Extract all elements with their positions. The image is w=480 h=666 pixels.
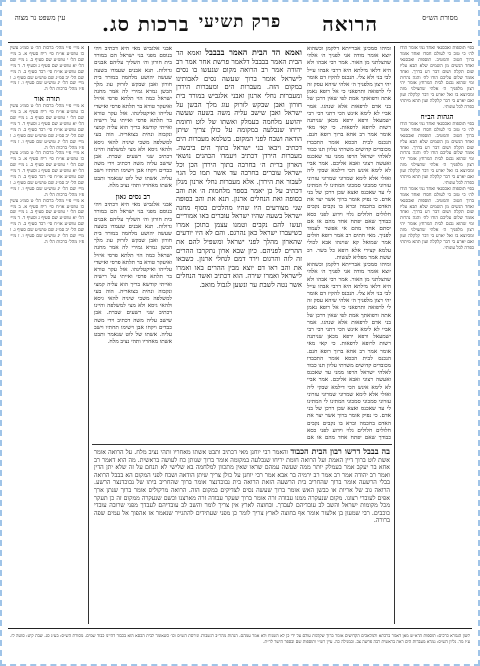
side-heading-torah-or: תורה אור	[34, 94, 60, 104]
footer-text: לשון הגמרא כרכים: תוספות הרא״ש מאן דאמר ברכתא ולמלאכים הקדושים אומר ברוך שקלמת עולם על ידי כן לא השגיח ולא אמר עמהם. הגהות מהר״ב רנשבורג וגירסת הש״ס וכו׳ כשאומר לבית הכסא הוא בכבוד דהיינו כבוד שמים. מסורת הש״ס: בע״ג סג. שבת קיט: סוטה לז. ע״ז מד. גליון הש״ס: גמרא מעברות הים ראה בראשית רבה פרשה צב. ובמגילה כה. עיין רש״י ותוספות שם ובספר הישר לר״ת.	[10, 634, 470, 645]
footer-rule	[8, 628, 472, 629]
lower-opening-words: בה בבבל דרשו רבון הבית הכבוד	[290, 448, 390, 456]
glosses-text: א מיי׳ פ״י מהל׳ ברכות הל׳ ט סמ״ג עשין כז טוש״ע או״ח סי׳ ריח סעיף א. ב מיי׳ שם הל׳ י טוש״ע שם סעיף ב. ג מיי׳ שם הל׳ יא טוש״ע שם סעיף ג וסעיף ד. ד מיי׳ שם טוש״ע או״ח סי׳ רכד סעיף ב. ה מיי׳ שם הל׳ יב סמ״ג שם טוש״ע שם סעיף ג. ו מיי׳ שם הל׳ יג טוש״ע שם סעיף ו. ז מיי׳ פ״ז מהל׳ ברכות הל׳ ה.	[10, 198, 84, 245]
lower-body: והאמר רבי יוחנן מאי דכתיב ותבט אשתו מאחריו ותהי נציב מלח. על הרואה אומר אשת לוט ברוך דיין האמת ועל הרואה חומת יריחו שנבלעה במקומה אומר ברוך שנותן כח לעושה בראשית. מה הוא דאמר רב אחא בר יעקב אמר בעמלק יותר ממה שעשה עמהם שראו שאין מתכוון למלחמה בא שלישי לא תנחם על זה שלא יתן הדין ואמר רב יהודה אמר רב אמר רב ירמיה בר אבא אמר רבי יוחנן על כולן צריך שיתן הודאה ושבח לפני המקום הא בבבל הרואה בבלי הרשעה אומר ברוך שהחריב בית הרשעה הזאת הרואה בית נבוכדנצר אומר ברוך שהחריב ביתו של נבוכדנצר הרשע. הרואה גוב של אריות או כבשן האש אומר ברוך שעשה נסים לצדיקים במקום הזה. הרואה מרקוליס אומר ברוך שנתן ארך אפים לעוברי רצונו. מקום שנעקרה ממנו עבודה זרה אומר ברוך שעקר עבודה זרה מארצנו וכשם שנעקרה ממקום זה כן תעקר מכל מקומות ישראל והשב לב עובדיהם לעבדך. ובחוצה לארץ אין צריך לומר והשב לב עובדיהם לעבדך מפני שרובה עובדי כוכבים. רבי שמעון בן אלעזר אומר אף בחוצה לארץ צריך לומר כן מפני שעתידים להתגייר שנאמר אז אהפוך אל עמים שפה ברורה.	[94, 449, 390, 525]
main-opening-words: ואמא הד הבית האמר בבבבל	[205, 48, 302, 57]
commentary-text: ומיהו סמכינן אברייתא דלקמן וכשהוא יוצא אומר מודה אני לפניך ה׳ אלהי שהצלתני מן האור. אמר רבי אבהו ולא היא דלאו מילתא היא דרבי אבהו עייל לבי בני ולא צלי. הנכנס להקיז דם אומר יהי רצון מלפניך ה׳ אלהי שיהא עסק זה לי לרפואה ותרפאני כי אל רופא נאמן אתה ורפואתך אמת לפי שאין דרכן של בני אדם לרפאות אלא שנהגו. אמר אביי לא לימא אינש הכי דתני דבי רבי ישמעאל ורפא ירפא מכאן שניתנה רשות לרופא לרפאות. כי קאי מאי אומר אמר רב אחא ברוך רופא חנם. הנכנס לבית הכסא אומר התכבדו מכובדים קדושים משרתי עליון תנו כבוד לאלהי ישראל הרפו ממני עד שאכנס ואעשה רצוני ואבא אליכם. אמר אביי לא לימא אינש הכי דילמא שבקי ליה ואזלי אלא לימא שמרוני שמרוני עזרוני עזרוני סמכוני סמכוני המתינו לי המתינו לי עד שאכנס ואצא שכן דרכן של בני אדם. כי נפיק אומר ברוך אשר יצר את האדם בחכמה וברא בו נקבים נקבים חלולים חלולים גלוי וידוע לפני כסא כבודך שאם יפתח אחד מהם או אם	[307, 262, 391, 441]
far-right-glosses	[400, 46, 474, 624]
glosses-text: א מיי׳ פ״י מהל׳ ברכות הל׳ ט סמ״ג עשין כז טוש״ע או״ח סי׳ ריח סעיף א. ב מיי׳ שם הל׳ י טוש״ע שם סעיף ב. ג מיי׳ שם הל׳ יא טוש״ע שם סעיף ג וסעיף ד. ד מיי׳ שם טוש״ע או״ח סי׳ רכד סעיף ב. ה מיי׳ שם הל׳ יב סמ״ג שם טוש״ע שם סעיף ג. ו מיי׳ שם הל׳ יג טוש״ע שם סעיף ו. ז מיי׳ פ״ז מהל׳ ברכות הל׳ ה.	[10, 46, 84, 93]
commentary-text: ומיהו סמכינן אברייתא דלקמן וכשהוא יוצא אומר מודה אני לפניך ה׳ אלהי שהצלתני מן האור. אמר רבי אבהו ולא היא דלאו מילתא היא דרבי אבהו עייל לבי בני ולא צלי. הנכנס להקיז דם אומר יהי רצון מלפניך ה׳ אלהי שיהא עסק זה לי לרפואה ותרפאני כי אל רופא נאמן אתה ורפואתך אמת לפי שאין דרכן של בני אדם לרפאות אלא שנהגו. אמר אביי לא לימא אינש הכי דתני דבי רבי ישמעאל ורפא ירפא מכאן שניתנה רשות לרופא לרפאות. כי קאי מאי אומר אמר רב אחא ברוך רופא חנם. הנכנס לבית הכסא אומר התכבדו מכובדים קדושים משרתי עליון תנו כבוד לאלהי ישראל הרפו ממני עד שאכנס ואעשה רצוני ואבא אליכם. אמר אביי לא לימא אינש הכי דילמא שבקי ליה ואזלי אלא לימא שמרוני שמרוני עזרוני עזרוני סמכוני סמכוני המתינו לי המתינו לי עד שאכנס ואצא שכן דרכן של בני אדם. כי נפיק אומר ברוך אשר יצר את האדם בחכמה וברא בו נקבים נקבים חלולים חלולים גלוי וידוע לפני כסא כבודך שאם יפתח אחד מהם או אם יסתם אחד מהם אי אפשר לעמוד לפניך. מאי חתים רב אמר רופא חולים אמר שמואל קא שוינהו אבא לכולי עלמא קצירי אלא רופא כל בשר. רב ששת אמר מפליא לעשות.	[307, 46, 391, 261]
page-header	[10, 12, 470, 38]
glosses-text: א מיי׳ פ״י מהל׳ ברכות הל׳ ט סמ״ג עשין כז טוש״ע או״ח סי׳ ריח סעיף א. ב מיי׳ שם הל׳ י טוש״ע שם סעיף ב. ג מיי׳ שם הל׳ יא טוש״ע שם סעיף ג וסעיף ד. ד מיי׳ שם טוש״ע או״ח סי׳ רכד סעיף ב. ה מיי׳ שם הל׳ יב סמ״ג שם טוש״ע שם סעיף ג. ו מיי׳ שם הל׳ יג טוש״ע שם סעיף ו. ז מיי׳ פ״ז מהל׳ ברכות הל׳ ה.	[10, 104, 84, 151]
footer-notes	[10, 634, 470, 656]
main-gemara-text	[176, 48, 302, 440]
glosses-text: בפי׳ תוספות ואכסנאי ואחד נמי אומר הודו לה׳ כי טוב כי לעולם חסדו ואחד אומר ברוך הטוב והמטיב. תוספות ואכסנאי ואחד הנשים מן השמים שלא תבא עליו שום תקלה ושום דבר רע בדרך. ואחד אומר שלום עליכם הודו לה׳ והנה נהרות ומי שהוא נכנס לבית המרחץ אומר יהי רצון מלפניך ה׳ אלהי שתצילני מזה ומכיוצא בו ואל יארע בי דבר קלקלה ועון ואם יארע בי דבר קלקלה ועון תהא מיתתי כפרה לכל עונותי.	[400, 121, 474, 186]
margin-note-masoret: מסורת הש״ס	[422, 14, 458, 22]
far-left-glosses	[10, 46, 84, 624]
lower-gemara-text	[94, 448, 390, 624]
column-divider	[394, 46, 395, 624]
chapter-number: פרק תשיעי	[198, 12, 282, 32]
chapter-name: הרואה	[322, 12, 378, 36]
tractate-name: ברכות	[137, 12, 190, 36]
main-body: ואמא הד הבית האמר בבבבל דלאמר פרשת אחר אמר רב יהודה אמר רב הרואה מקום שנעשו בו נסים לישראל אומר ברוך שעשה נסים לאבותינו במקום הזה. מעברות הים ומעברות הירדן ומעברות נחלי ארנון ואבני אלגביש במורד בית חורון ואבן שבקש לזרוק עוג מלך הבשן על ישראל ואבן שישב עליה משה בשעה שעשה יהושע מלחמה בעמלק ואשתו של לוט וחומת יריחו שנבלעה במקומה על כולן צריך שיתן הודאה ושבח לפני המקום. בשלמא מעברות הים דכתיב ויבאו בני ישראל בתוך הים ביבשה. מעברות הירדן דכתיב ויעמדו הכהנים נושאי הארון ברית ה׳ בחרבה בתוך הירדן הכן וכל ישראל עוברים בחרבה עד אשר תמו כל הגוי לעבור את הירדן. אלא מעברות נחלי ארנון מנלן דכתיב על כן יאמר בספר מלחמות ה׳ את והב בסופה ואת הנחלים ארנון. תנא את והב בסופה שני מצורעים היו שהיו מהלכים בסוף מחנה ישראל בשעה שהיו ישראל עוברים באו אמוריים ועשו להם נקבים וטמנו עצמן בתוכן אמרו כשיעברו ישראל כאן נהרגם. והם לא היו יודעים שהארון מהלך לפני ישראל ומשפיל להם את ההרים לפניהם. כיון שבא ארון נתקרבו ההרים זה לזה והרגום וירד דמם לנחלי ארנון. כשבאו את והב ראו דם יוצא מבין ההרים באו ואמרו לישראל ואמרו שירה. הוא דכתיב ואשד הנחלים אשר נטה לשבת ער ונשען לגבול מואב.	[176, 49, 302, 290]
folio-number: סג.	[102, 12, 130, 36]
glosses-text: בפי׳ תוספות ואכסנאי ואחד נמי אומר הודו לה׳ כי טוב כי לעולם חסדו ואחד אומר ברוך הטוב והמטיב. תוספות ואכסנאי ואחד הנשים מן השמים שלא תבא עליו שום תקלה ושום דבר רע בדרך. ואחד אומר שלום עליכם הודו לה׳ והנה נהרות ומי שהוא נכנס לבית המרחץ אומר יהי רצון מלפניך ה׳ אלהי שתצילני מזה ומכיוצא בו ואל יארע בי דבר קלקלה ועון ואם יארע בי דבר קלקלה ועון תהא מיתתי כפרה לכל עונותי.	[400, 46, 474, 111]
commentary-text: אבני אלגביש מאי היא דכתיב ויהי בנוסם מפני בני ישראל הם במורד בית חורון וה׳ השליך עליהם אבנים גדולות. תנא אבנים שעמדו בשעה שעשה יהושע מלחמה במורד בית חורון ואבן שבקש לזרוק עוג מלך הבשן גמרא גמירי לה אמר מחנה ישראל כמה הוי תלתא פרסי איזיל ואיעקר טורא בר תלתא פרסי ואישדי עלייהו ואיקטלינהו. אזל עקר טורא בר תלתא פרסי ואייתי על רישיה ואייתי קודשא בריך הוא עליה קמצי ונקבוה ונחית בצואריה. הוה בעי למשלפה משכי שיניה להאי גיסא ולהאי גיסא ולא מצי למשלפה והיינו דכתיב שני רשעים שברת. אבן שישב עליה משה דכתיב וידי משה כבדים ויקחו אבן וישימו תחתיו וישב עליה. אשתו של לוט שנאמר ותבט אשתו מאחריו ותהי נציב מלח.	[94, 46, 172, 189]
side-heading-rav-nissim: רב נסים גאון	[115, 192, 151, 202]
left-commentary	[94, 46, 172, 441]
right-commentary	[307, 46, 391, 441]
side-heading-hagahot: הגהות הב״ח	[420, 111, 454, 121]
section-rule	[92, 444, 392, 445]
folio-label	[102, 12, 189, 37]
header-rule	[8, 42, 472, 43]
glosses-text: בפי׳ תוספות ואכסנאי ואחד נמי אומר הודו לה׳ כי טוב כי לעולם חסדו ואחד אומר ברוך הטוב והמטיב. תוספות ואכסנאי ואחד הנשים מן השמים שלא תבא עליו שום תקלה ושום דבר רע בדרך. ואחד אומר שלום עליכם הודו לה׳ והנה נהרות ומי שהוא נכנס לבית המרחץ אומר יהי רצון מלפניך ה׳ אלהי שתצילני מזה ומכיוצא בו ואל יארע בי דבר קלקלה ועון ואם יארע בי דבר קלקלה ועון תהא מיתתי כפרה לכל עונותי.	[400, 186, 474, 251]
margin-note-ein-mishpat: עין משפט נר מצוה	[14, 14, 66, 22]
column-divider	[88, 46, 89, 624]
glosses-text: א מיי׳ פ״י מהל׳ ברכות הל׳ ט סמ״ג עשין כז טוש״ע או״ח סי׳ ריח סעיף א. ב מיי׳ שם הל׳ י טוש״ע שם סעיף ב. ג מיי׳ שם הל׳ יא טוש״ע שם סעיף ג וסעיף ד. ד מיי׳ שם טוש״ע או״ח סי׳ רכד סעיף ב. ה מיי׳ שם הל׳ יב סמ״ג שם טוש״ע שם סעיף ג. ו מיי׳ שם הל׳ יג טוש״ע שם סעיף ו. ז מיי׳ פ״ז מהל׳ ברכות הל׳ ה.	[10, 151, 84, 198]
commentary-text: אבני אלגביש מאי היא דכתיב ויהי בנוסם מפני בני ישראל הם במורד בית חורון וה׳ השליך עליהם אבנים גדולות. תנא אבנים שעמדו בשעה שעשה יהושע מלחמה במורד בית חורון ואבן שבקש לזרוק עוג מלך הבשן גמרא גמירי לה אמר מחנה ישראל כמה הוי תלתא פרסי איזיל ואיעקר טורא בר תלתא פרסי ואישדי עלייהו ואיקטלינהו. אזל עקר טורא בר תלתא פרסי ואייתי על רישיה ואייתי קודשא בריך הוא עליה קמצי ונקבוה ונחית בצואריה. הוה בעי למשלפה משכי שיניה להאי גיסא ולהאי גיסא ולא מצי למשלפה והיינו דכתיב שני רשעים שברת. אבן שישב עליה משה דכתיב וידי משה כבדים ויקחו אבן וישימו תחתיו וישב עליה. אשתו של לוט שנאמר ותבט אשתו מאחריו ותהי נציב מלח.	[94, 202, 172, 346]
